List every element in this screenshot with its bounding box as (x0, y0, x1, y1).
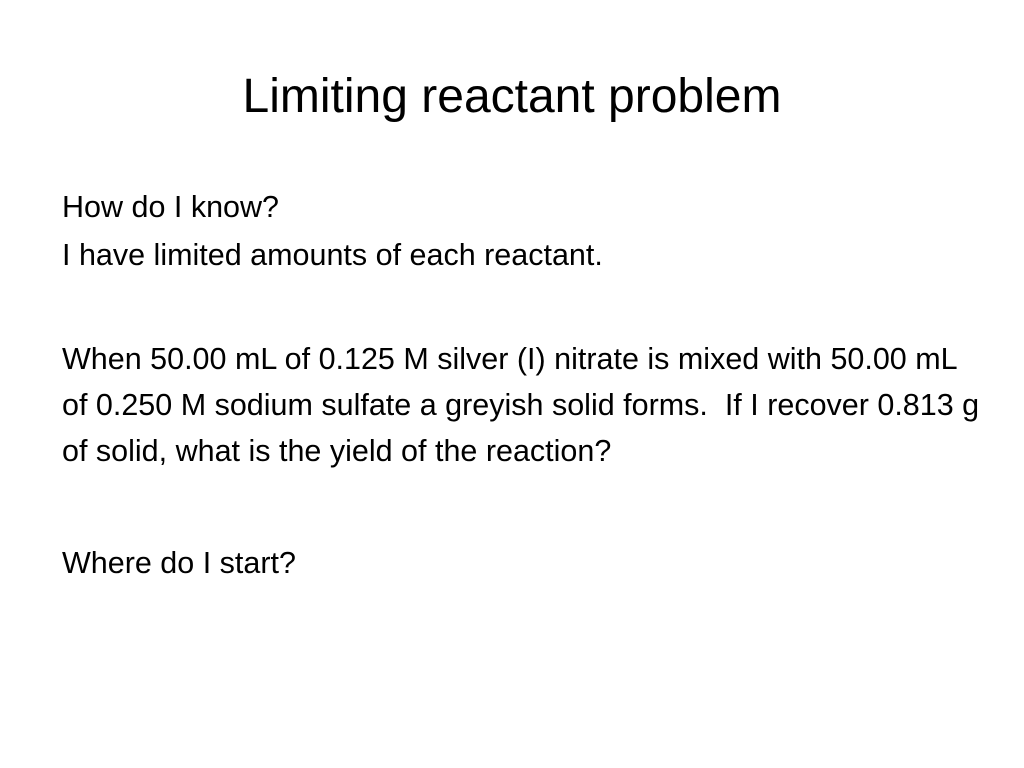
slide-title: Limiting reactant problem (242, 70, 782, 123)
body-problem-statement: When 50.00 mL of 0.125 M silver (I) nitrate is mixed with 50.00 mL of 0.250 M sodium sulfate a greyish solid forms. If I recover 0.813 g of solid, what is the yield of the reaction? (62, 342, 988, 468)
slide-body (62, 183, 988, 587)
body-question-where-to-start: Where do I start? (62, 546, 296, 580)
body-line-limited-amounts: I have limited amounts of each reactant. (62, 238, 603, 272)
body-line-how-do-i-know: How do I know? (62, 190, 279, 224)
